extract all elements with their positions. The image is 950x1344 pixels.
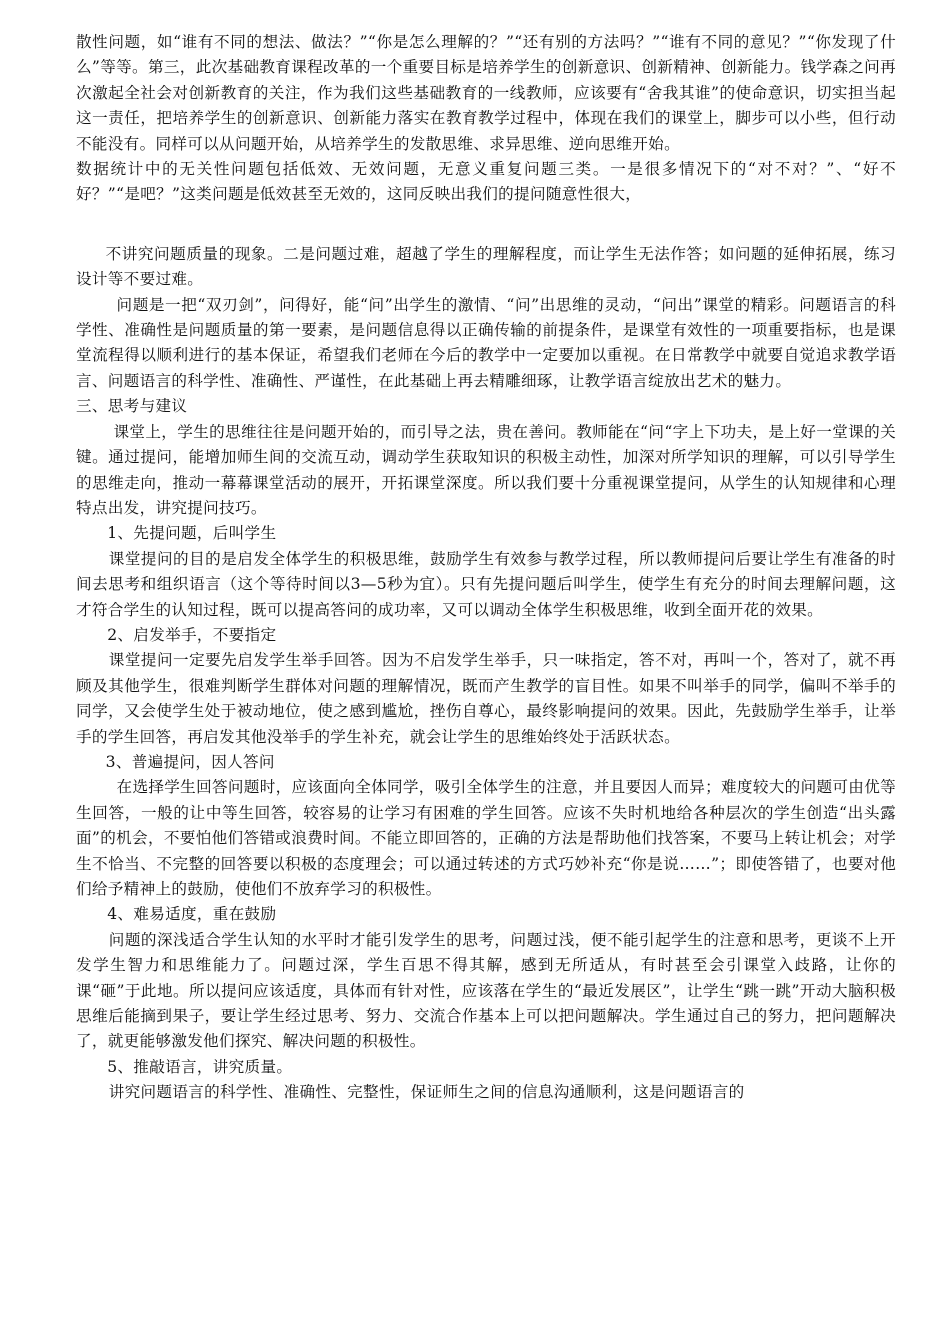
section-heading-reflection: 三、思考与建议: [76, 397, 188, 416]
paragraph-question-quality: 不讲究问题质量的现象。二是问题过难，超越了学生的理解程度，而让学生无法作答；如问题的延伸拓展，练习设计等不要过难。: [76, 244, 896, 289]
paragraph-difficulty: 问题的深浅适合学生认知的水平时才能引发学生的思考，问题过浅，便不能引起学生的注意和思考，更谈不上开发学生智力和思维能力了。问题过深，学生百思不得其解，感到无所适从，有时甚至会引课堂入歧路，让你的课“砸”于此地。所以提问应该适度，具体而有针对性，应该落在学生的“最近发展区”，让学生“跳一跳”开动大脑积极思维后能摘到果子，要让学生经过思考、努力、交流合作基本上可以把问题解决。学生通过自己的努力，把问题解决了，就更能够激发他们探究、解决问题的积极性。: [76, 930, 896, 1051]
paragraph-gap: [76, 208, 896, 242]
paragraph-divergent-questions: 散性问题，如“谁有不同的想法、做法？”“你是怎么理解的？”“还有别的方法吗？”“谁有不同的意见？”“你发现了什么”等等。第三，此次基础教育课程改革的一个重要目标是培养学生的创新意识、创新精神、创新能力。钱学森之问再次激起全社会对创新教育的关注，作为我们这些基础教育的一线教师，应该要有“舍我其谁”的使命意识，切实担当起这一责任，把培养学生的创新意识、创新能力落实在教育教学过程中，体现在我们的课堂上，脚步可以小些，但行动不能没有。同样可以从问题开始，从培养学生的发散思维、求异思维、逆向思维开始。: [76, 33, 896, 153]
paragraph-double-edged-sword: 问题是一把“双刃剑”，问得好，能“问”出学生的激情、“问”出思维的灵动，“问出”课堂的精彩。问题语言的科学性、准确性是问题质量的第一要素，是问题信息得以正确传输的前提条件，是课堂有效性的一项重要指标，也是课堂流程得以顺利进行的基本保证，希望我们老师在今后的教学中一定要加以重视。在日常教学中就要自觉追求教学语言、问题语言的科学性、准确性、严谨性，在此基础上再去精雕细琢，让教学语言绽放出艺术的魅力。: [76, 295, 896, 390]
paragraph-irrelevant-questions: 数据统计中的无关性问题包括低效、无效问题，无意义重复问题三类。一是很多情况下的“对不对？”、“好不好？”“是吧？”这类问题是低效甚至无效的，这同反映出我们的提问随意性很大，: [76, 160, 896, 204]
subheading-raise-hands: 2、启发举手，不要指定: [107, 625, 277, 644]
paragraph-raise-hands: 课堂提问一定要先启发学生举手回答。因为不启发学生举手，只一味指定，答不对，再叫一个，答对了，就不再顾及其他学生，很难判断学生群体对问题的理解情况，既而产生教学的盲目性。如果不叫举手的同学，偏叫不举手的同学，又会使学生处于被动地位，使之感到尴尬，挫伤自尊心，最终影响提问的效果。因此，先鼓励学生举手，让举手的学生回答，再启发其他没举手的学生补充，就会让学生的思维始终处于活跃状态。: [76, 651, 896, 746]
subheading-language-quality: 5、推敲语言，讲究质量。: [107, 1057, 293, 1076]
document-page: [76, 30, 896, 1106]
paragraph-universal-questions: 在选择学生回答问题时，应该面向全体同学，吸引全体学生的注意，并且要因人而异；难度较大的问题可由优等生回答，一般的让中等生回答，较容易的让学习有困难的学生回答。应该不失时机地给各种层次的学生创造“出头露面”的机会，不要怕他们答错或浪费时间。不能立即回答的，正确的方法是帮助他们找答案，不要马上转让机会；对学生不恰当、不完整的回答要以积极的态度理会；可以通过转述的方式巧妙补充“你是说……”；即使答错了，也要对他们给予精神上的鼓励，使他们不放弃学习的积极性。: [76, 778, 896, 898]
subheading-universal-questions: 3、普遍提问，因人答问: [105, 752, 275, 771]
paragraph-language-quality: 讲究问题语言的科学性、准确性、完整性，保证师生之间的信息沟通顺利，这是问题语言的: [108, 1083, 745, 1102]
subheading-difficulty: 4、难易适度，重在鼓励: [107, 905, 277, 924]
subheading-ask-first: 1、先提问题，后叫学生: [107, 524, 277, 543]
paragraph-classroom-thinking: 课堂上，学生的思维往往是问题开始的，而引导之法，贵在善问。教师能在“问“字上下功夫，是上好一堂课的关键。通过提问，能增加师生间的交流互动，调动学生获取知识的积极主动性，加深对所学知识的理解，可以引导学生的思维走向，推动一幕幕课堂活动的展开，开拓课堂深度。所以我们要十分重视课堂提问，从学生的认知规律和心理特点出发，讲究提问技巧。: [76, 422, 896, 517]
paragraph-ask-first: 课堂提问的目的是启发全体学生的积极思维，鼓励学生有效参与教学过程，所以教师提问后要让学生有准备的时间去思考和组织语言（这个等待时间以3—5秒为宜）。只有先提问题后叫学生，使学生有充分的时间去理解问题，这才符合学生的认知过程，既可以提高答问的成功率，又可以调动全体学生积极思维，收到全面开花的效果。: [76, 549, 896, 619]
